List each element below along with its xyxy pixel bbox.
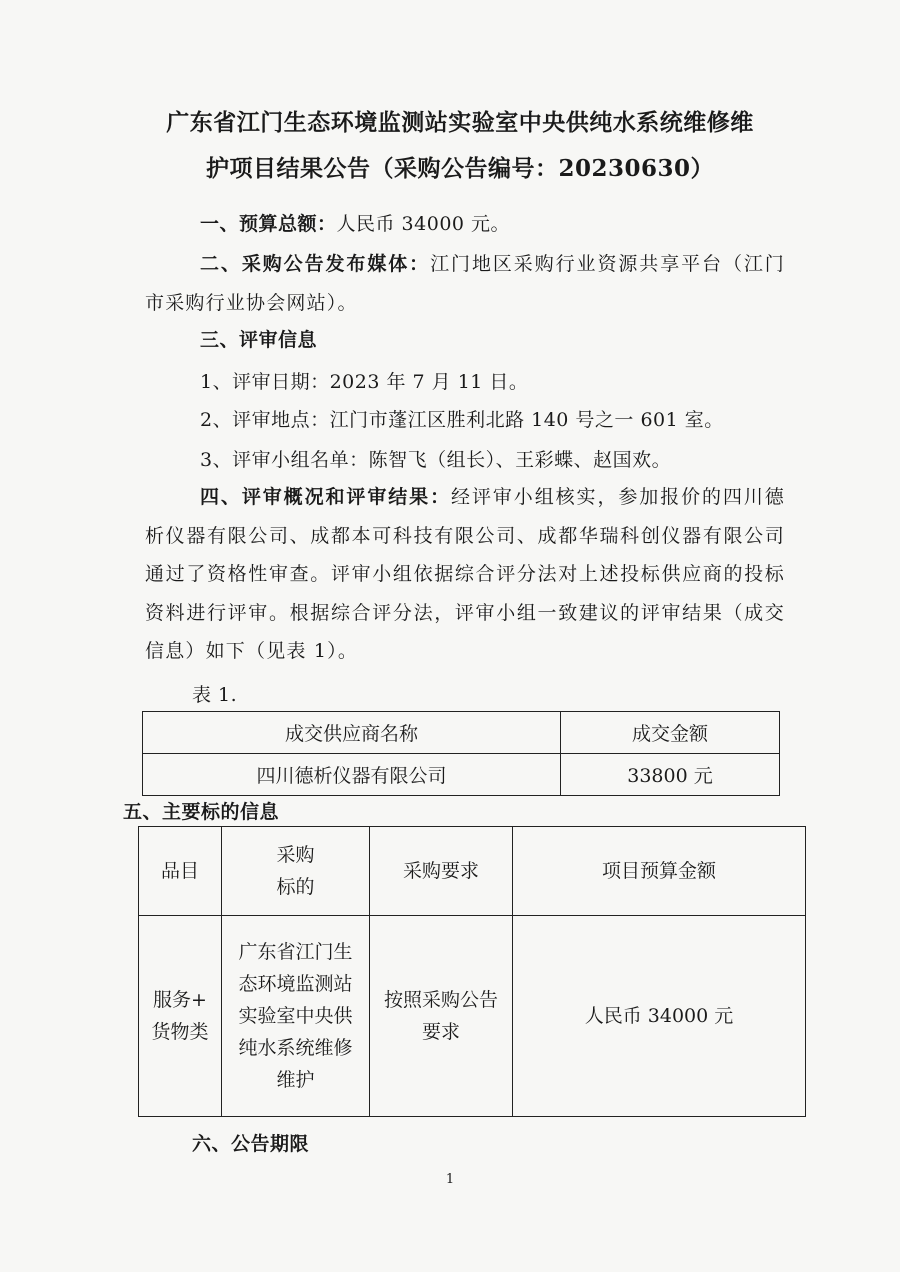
deal-amount-cell: 33800 元 — [561, 754, 780, 796]
title-line-1: 广东省江门生态环境监测站实验室中央供纯水系统维修维 — [166, 109, 754, 136]
table-header-cell: 采购 标的 — [222, 827, 370, 916]
review-heading: 三、评审信息 — [200, 329, 318, 351]
period-heading: 六、公告期限 — [192, 1133, 310, 1155]
table-row — [143, 754, 780, 796]
media-value: 江门地区采购行业资源共享平台（江门市采购行业协会网站）。 — [145, 253, 786, 314]
deal-table — [142, 711, 780, 796]
table-header-cell: 采购要求 — [370, 827, 513, 916]
subject-cell: 广东省江门生 态环境监测站 实验室中央供 纯水系统维修 维护 — [222, 916, 370, 1117]
supplier-name-cell: 四川德析仪器有限公司 — [143, 754, 561, 796]
table-row — [139, 827, 806, 916]
document-title — [110, 100, 810, 192]
main-info-heading: 五、主要标的信息 — [123, 801, 280, 823]
result-paragraph — [145, 478, 785, 671]
page-number: 1 — [445, 1172, 455, 1187]
table-row — [139, 916, 806, 1117]
result-text: 经评审小组核实，参加报价的四川德析仪器有限公司、成都本可科技有限公司、成都华瑞科创仪器有限公司通过了资格性审查。评审小组依据综合评分法对上述投标供应商的投标资料进行评审。根据综合评分法，评审小组一致建议的评审结果（成交信息）如下（见表 1）。 — [145, 486, 786, 662]
budget-line — [200, 212, 840, 236]
main-info-table — [138, 826, 806, 1117]
table-header-cell: 品目 — [139, 827, 222, 916]
table-header-cell: 项目预算金额 — [513, 827, 806, 916]
category-cell: 服务+ 货物类 — [139, 916, 222, 1117]
budget-label: 一、预算总额： — [200, 213, 337, 235]
media-paragraph — [145, 245, 785, 322]
media-label: 二、采购公告发布媒体： — [200, 253, 431, 275]
table1-caption: 表 1. — [192, 684, 238, 706]
table-header-cell: 成交供应商名称 — [143, 712, 561, 754]
title-line-2: 护项目结果公告（采购公告编号：20230630） — [205, 155, 715, 182]
table-header-cell: 成交金额 — [561, 712, 780, 754]
budget-value: 人民币 34000 元。 — [336, 213, 511, 235]
budget-amount-cell: 人民币 34000 元 — [513, 916, 806, 1117]
review-place: 2、评审地点：江门市蓬江区胜利北路 140 号之一 601 室。 — [200, 409, 724, 431]
result-label: 四、评审概况和评审结果： — [200, 486, 452, 508]
requirement-cell: 按照采购公告 要求 — [370, 916, 513, 1117]
review-date: 1、评审日期：2023 年 7 月 11 日。 — [200, 371, 529, 393]
review-panel: 3、评审小组名单：陈智飞（组长）、王彩蝶、赵国欢。 — [200, 449, 672, 471]
table-row — [143, 712, 780, 754]
